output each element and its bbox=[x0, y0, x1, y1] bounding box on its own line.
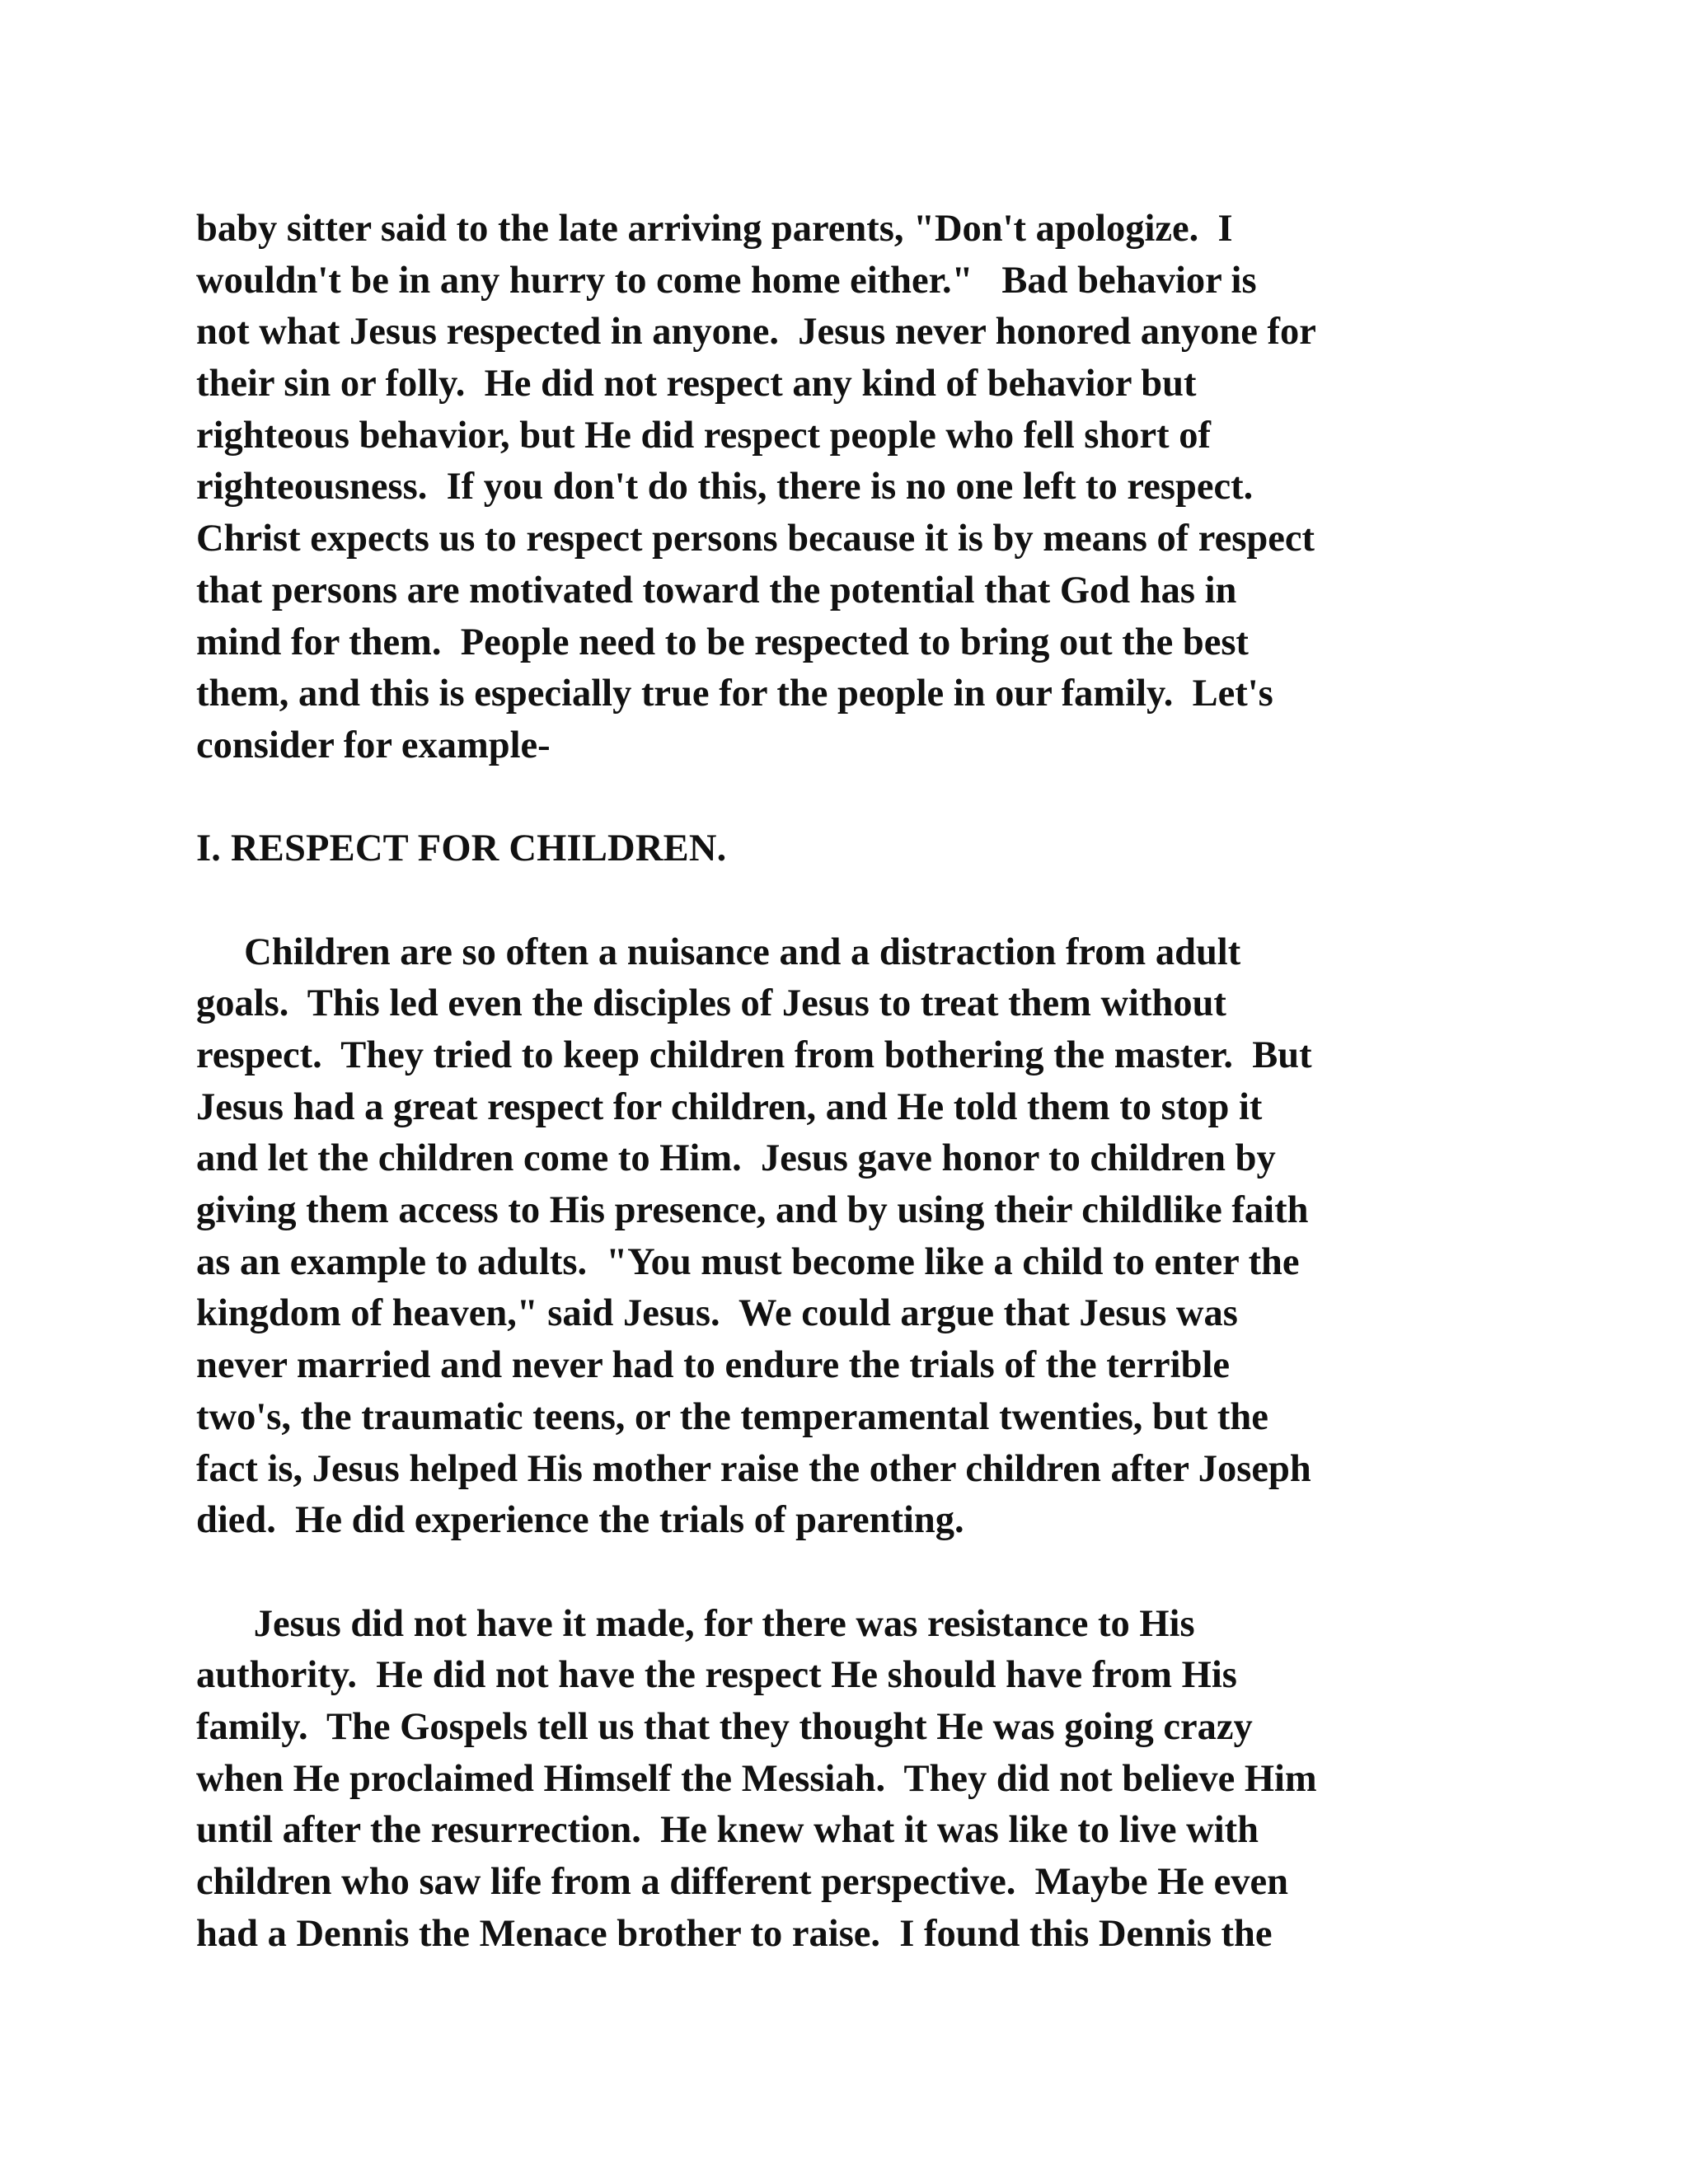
text-line: had a Dennis the Menace brother to raise. I found this Dennis the bbox=[196, 1912, 1273, 1955]
section-heading: I. RESPECT FOR CHILDREN. bbox=[196, 827, 727, 870]
text-line: Christ expects us to respect persons because it is by means of respect bbox=[196, 518, 1315, 560]
text-line: their sin or folly. He did not respect any kind of behavior but bbox=[196, 363, 1197, 405]
text-line: not what Jesus respected in anyone. Jesus never honored anyone for bbox=[196, 311, 1316, 354]
text-line: goals. This led even the disciples of Jesus to treat them without bbox=[196, 982, 1226, 1025]
text-line: righteous behavior, but He did respect people who fell short of bbox=[196, 414, 1211, 457]
text-line: never married and never had to endure the trials of the terrible bbox=[196, 1344, 1231, 1387]
text-line: family. The Gospels tell us that they thought He was going crazy bbox=[196, 1705, 1253, 1748]
text-line: Children are so often a nuisance and a distraction from adult bbox=[196, 930, 1241, 973]
text-line: that persons are motivated toward the potential that God has in bbox=[196, 569, 1237, 612]
text-line: righteousness. If you don't do this, there is no one left to respect. bbox=[196, 466, 1254, 509]
text-line: fact is, Jesus helped His mother raise the other children after Joseph bbox=[196, 1447, 1311, 1490]
text-line: Jesus did not have it made, for there was resistance to His bbox=[196, 1602, 1195, 1645]
text-line: giving them access to His presence, and by using their childlike faith bbox=[196, 1189, 1309, 1232]
text-line: mind for them. People need to be respected to bring out the best bbox=[196, 621, 1249, 663]
paragraph-3 bbox=[196, 1599, 1498, 1961]
paragraph-gap bbox=[196, 772, 1498, 824]
body-text bbox=[196, 204, 1498, 1960]
text-line: baby sitter said to the late arriving parents, "Don't apologize. I bbox=[196, 208, 1233, 250]
text-line: kingdom of heaven," said Jesus. We could argue that Jesus was bbox=[196, 1292, 1238, 1335]
text-line: them, and this is especially true for the people in our family. Let's bbox=[196, 673, 1273, 715]
text-line: until after the resurrection. He knew what it was like to live with bbox=[196, 1809, 1259, 1852]
paragraph-gap bbox=[196, 1547, 1498, 1599]
text-line: children who saw life from a different perspective. Maybe He even bbox=[196, 1861, 1289, 1903]
text-line: died. He did experience the trials of parenting. bbox=[196, 1499, 964, 1542]
text-line: when He proclaimed Himself the Messiah. They did not believe Him bbox=[196, 1757, 1317, 1800]
text-line: consider for example- bbox=[196, 724, 551, 766]
text-line: two's, the traumatic teens, or the temperamental twenties, but the bbox=[196, 1395, 1268, 1438]
paragraph-1 bbox=[196, 204, 1498, 772]
text-line: wouldn't be in any hurry to come home either." Bad behavior is bbox=[196, 259, 1257, 302]
text-line: authority. He did not have the respect He should have from His bbox=[196, 1654, 1237, 1697]
paragraph-2 bbox=[196, 927, 1498, 1547]
text-line: as an example to adults. "You must become like a child to enter the bbox=[196, 1240, 1300, 1283]
text-line: respect. They tried to keep children from bothering the master. But bbox=[196, 1034, 1312, 1076]
text-line: and let the children come to Him. Jesus gave honor to children by bbox=[196, 1137, 1276, 1180]
text-line: Jesus had a great respect for children, and He told them to stop it bbox=[196, 1085, 1263, 1128]
paragraph-gap bbox=[196, 875, 1498, 927]
